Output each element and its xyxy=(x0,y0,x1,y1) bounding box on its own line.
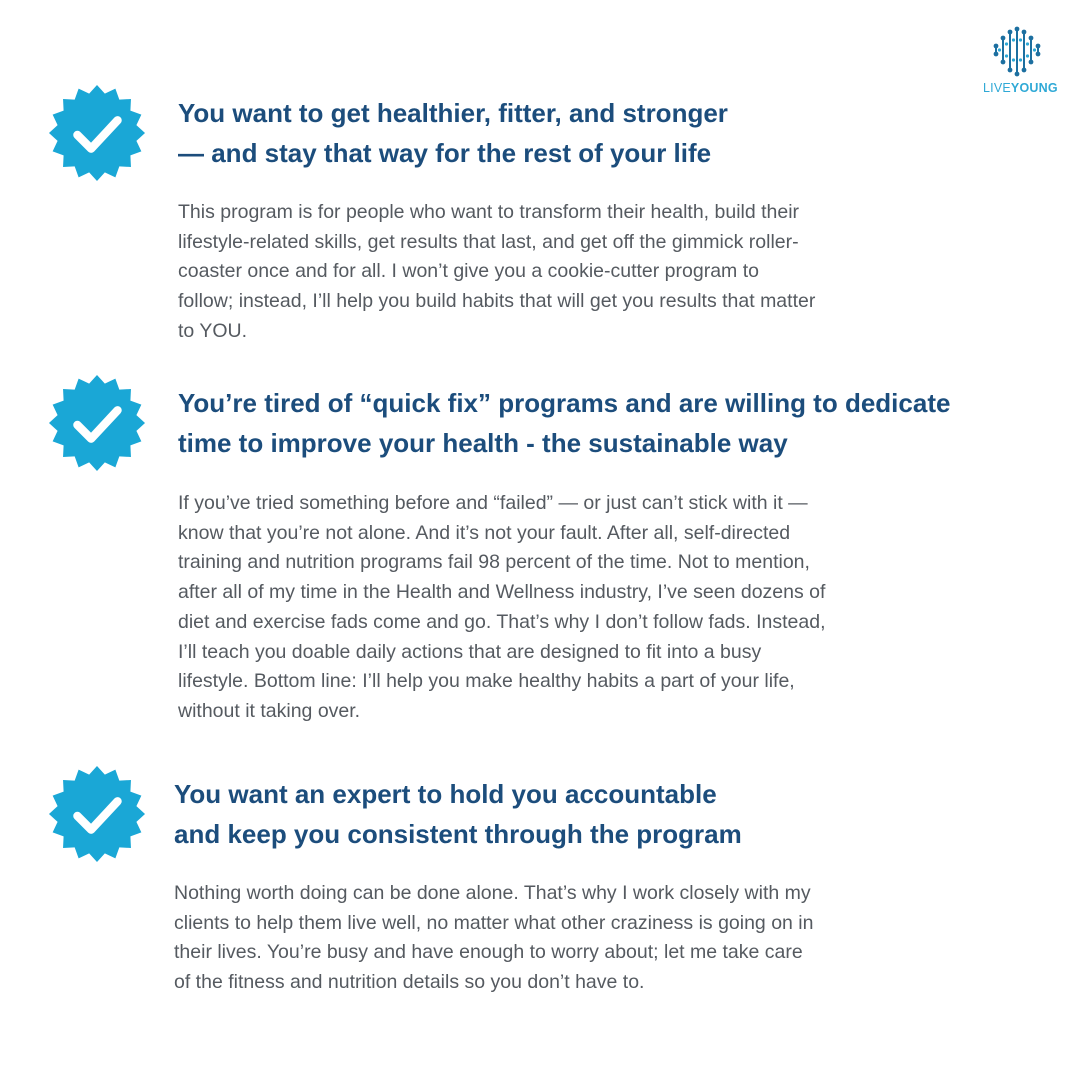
heading-line: and keep you consistent through the program xyxy=(174,819,742,849)
body-line: clients to help them live well, no matter what other craziness is going on in xyxy=(174,911,814,934)
body-line: I’ll teach you doable daily actions that are designed to fit into a busy xyxy=(178,640,762,663)
verified-check-badge-icon xyxy=(48,765,146,863)
body-line: follow; instead, I’ll help you build habits that will get you results that matter xyxy=(178,290,816,313)
body-line: after all of my time in the Health and Wellness industry, I’ve seen dozens of xyxy=(178,581,826,604)
heading-line: You want an expert to hold you accountable xyxy=(174,779,717,809)
section-body xyxy=(178,198,958,347)
body-line: This program is for people who want to transform their health, build their xyxy=(178,201,800,223)
heading-line: time to improve your health - the sustainable way xyxy=(178,428,788,458)
liveyoung-logo xyxy=(980,26,1060,98)
body-line: lifestyle-related skills, get results that last, and get off the gimmick roller- xyxy=(178,230,799,253)
heading-line: — and stay that way for the rest of your life xyxy=(178,138,712,168)
body-line: lifestyle. Bottom line: I’ll help you make healthy habits a part of your life, xyxy=(178,670,795,693)
logo-text-young: YOUNG xyxy=(1010,81,1058,95)
logo-text-live: LIVE xyxy=(983,81,1011,95)
section-body xyxy=(178,489,958,727)
body-line: without it taking over. xyxy=(178,699,361,722)
section-heading xyxy=(178,383,950,463)
section-heading xyxy=(174,774,742,854)
dna-wave-icon xyxy=(990,26,1046,78)
body-line: coaster once and for all. I won’t give you a cookie-cutter program to xyxy=(178,260,759,283)
section-body xyxy=(174,879,954,998)
body-line: to YOU. xyxy=(178,319,248,342)
body-line: If you’ve tried something before and “failed” — or just can’t stick with it — xyxy=(178,492,808,514)
heading-line: You’re tired of “quick fix” programs and are willing to dedicate xyxy=(178,388,951,418)
section-heading xyxy=(178,93,728,173)
heading-line: You want to get healthier, fitter, and stronger xyxy=(178,98,728,128)
body-line: training and nutrition programs fail 98 percent of the time. Not to mention, xyxy=(178,551,810,574)
verified-check-badge-icon xyxy=(48,374,146,472)
body-line: their lives. You’re busy and have enough to worry about; let me take care xyxy=(174,941,803,964)
body-line: know that you’re not alone. And it’s not your fault. After all, self-directed xyxy=(178,521,791,544)
body-line: diet and exercise fads come and go. That’s why I don’t follow fads. Instead, xyxy=(178,610,826,633)
body-line: of the fitness and nutrition details so you don’t have to. xyxy=(174,971,645,994)
logo-wordmark xyxy=(983,81,1058,95)
verified-check-badge-icon xyxy=(48,84,146,182)
body-line: Nothing worth doing can be done alone. That’s why I work closely with my xyxy=(174,882,811,904)
